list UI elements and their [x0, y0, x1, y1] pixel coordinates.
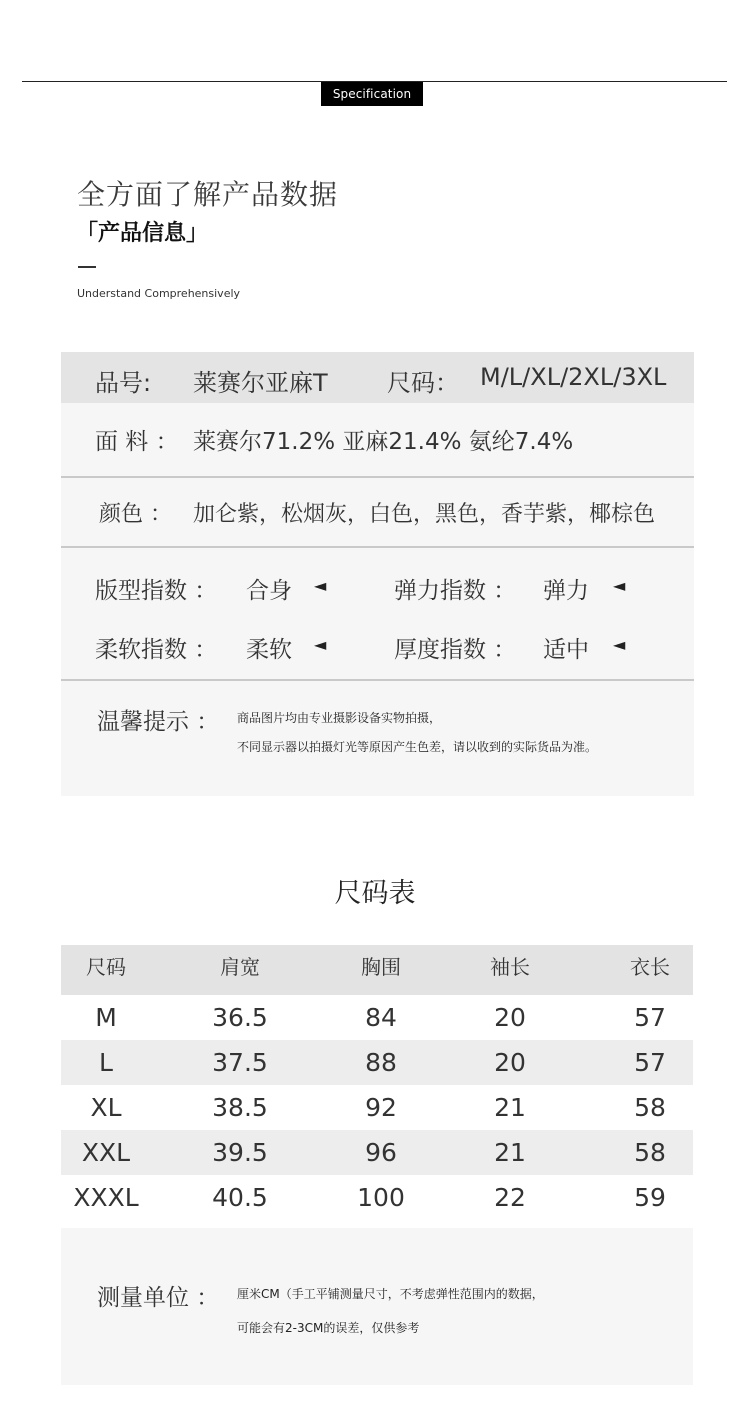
- tip-label: 温馨提示 ：: [97, 709, 220, 735]
- fit-value: 合身: [246, 578, 292, 604]
- divider: [61, 679, 694, 681]
- specification-tag: Specification: [321, 82, 423, 106]
- model-label: 品号:: [95, 369, 152, 397]
- table-cell: 96: [365, 1138, 397, 1167]
- thick-value: 适中: [543, 637, 589, 663]
- table-row: [61, 1130, 693, 1175]
- soft-value: 柔软: [246, 637, 292, 663]
- divider: [61, 476, 694, 478]
- elastic-label: 弹力指数 ：: [394, 578, 517, 604]
- measure-line-1: 厘米CM（手工平铺测量尺寸，不考虑弹性范围内的数据，: [237, 1287, 544, 1301]
- table-cell: 37.5: [212, 1048, 268, 1077]
- table-cell: 59: [634, 1183, 666, 1212]
- table-cell: XXXL: [73, 1183, 139, 1212]
- soft-label: 柔软指数 ：: [95, 637, 218, 663]
- size-chart-title: 尺码表: [334, 878, 416, 909]
- measure-line-2: 可能会有2-3CM的误差，仅供参考: [237, 1321, 420, 1335]
- table-cell: XXL: [81, 1138, 131, 1167]
- measure-label: 测量单位 ：: [97, 1285, 220, 1311]
- divider: [61, 546, 694, 548]
- table-row: [61, 1175, 693, 1220]
- table-cell: M: [95, 1003, 117, 1032]
- fabric-label: 面 料 ：: [95, 429, 179, 455]
- table-cell: 57: [634, 1003, 666, 1032]
- elastic-indicator-icon: ◄: [613, 576, 626, 595]
- table-row: [61, 1040, 693, 1085]
- intro-subtitle: 「产品信息」: [76, 221, 209, 246]
- measurement-note-panel: [61, 1228, 693, 1385]
- header-cell: 衣长: [630, 955, 670, 979]
- header-cell: 胸围: [361, 955, 401, 979]
- table-cell: 21: [494, 1138, 526, 1167]
- table-cell: 38.5: [212, 1093, 268, 1122]
- table-cell: 84: [365, 1003, 397, 1032]
- size-label: 尺码：: [387, 369, 459, 397]
- size-table-header: [61, 945, 693, 995]
- intro-english: Understand Comprehensively: [77, 287, 241, 300]
- table-cell: L: [99, 1048, 113, 1077]
- table-cell: 58: [634, 1093, 666, 1122]
- table-cell: 88: [365, 1048, 397, 1077]
- header-cell: 尺码: [86, 955, 126, 979]
- size-table: [61, 945, 693, 1220]
- table-row: [61, 1085, 693, 1130]
- tip-line-1: 商品图片均由专业摄影设备实物拍摄，: [237, 711, 442, 725]
- intro-title: 全方面了解产品数据: [77, 178, 339, 211]
- table-cell: 21: [494, 1093, 526, 1122]
- table-cell: 92: [365, 1093, 397, 1122]
- table-cell: 40.5: [212, 1183, 268, 1212]
- fabric-value: 莱赛尔71.2% 亚麻21.4% 氨纶7.4%: [193, 429, 574, 455]
- color-value: 加仑紫，松烟灰，白色，黑色，香芋紫，椰棕色: [193, 502, 656, 527]
- table-cell: 20: [494, 1048, 526, 1077]
- table-cell: 20: [494, 1003, 526, 1032]
- table-cell: 36.5: [212, 1003, 268, 1032]
- table-cell: 58: [634, 1138, 666, 1167]
- header-cell: 肩宽: [220, 955, 260, 979]
- color-label: 颜色 ：: [99, 502, 172, 527]
- fit-label: 版型指数 ：: [95, 578, 218, 604]
- soft-indicator-icon: ◄: [314, 635, 327, 654]
- elastic-value: 弹力: [543, 578, 589, 604]
- table-cell: 100: [357, 1183, 405, 1212]
- model-size-row: [61, 352, 694, 403]
- table-row: [61, 995, 693, 1040]
- table-cell: XL: [90, 1093, 122, 1122]
- model-value: 莱赛尔亚麻T: [193, 369, 328, 397]
- table-cell: 39.5: [212, 1138, 268, 1167]
- thick-indicator-icon: ◄: [613, 635, 626, 654]
- table-cell: 57: [634, 1048, 666, 1077]
- fit-indicator-icon: ◄: [314, 576, 327, 595]
- size-value: M/L/XL/2XL/3XL: [480, 363, 667, 391]
- intro-dash: [78, 266, 96, 268]
- header-cell: 袖长: [490, 955, 530, 979]
- thick-label: 厚度指数 ：: [394, 637, 517, 663]
- product-info-panel: [61, 352, 694, 796]
- table-cell: 22: [494, 1183, 526, 1212]
- tip-line-2: 不同显示器以拍摄灯光等原因产生色差，请以收到的实际货品为准。: [237, 740, 598, 754]
